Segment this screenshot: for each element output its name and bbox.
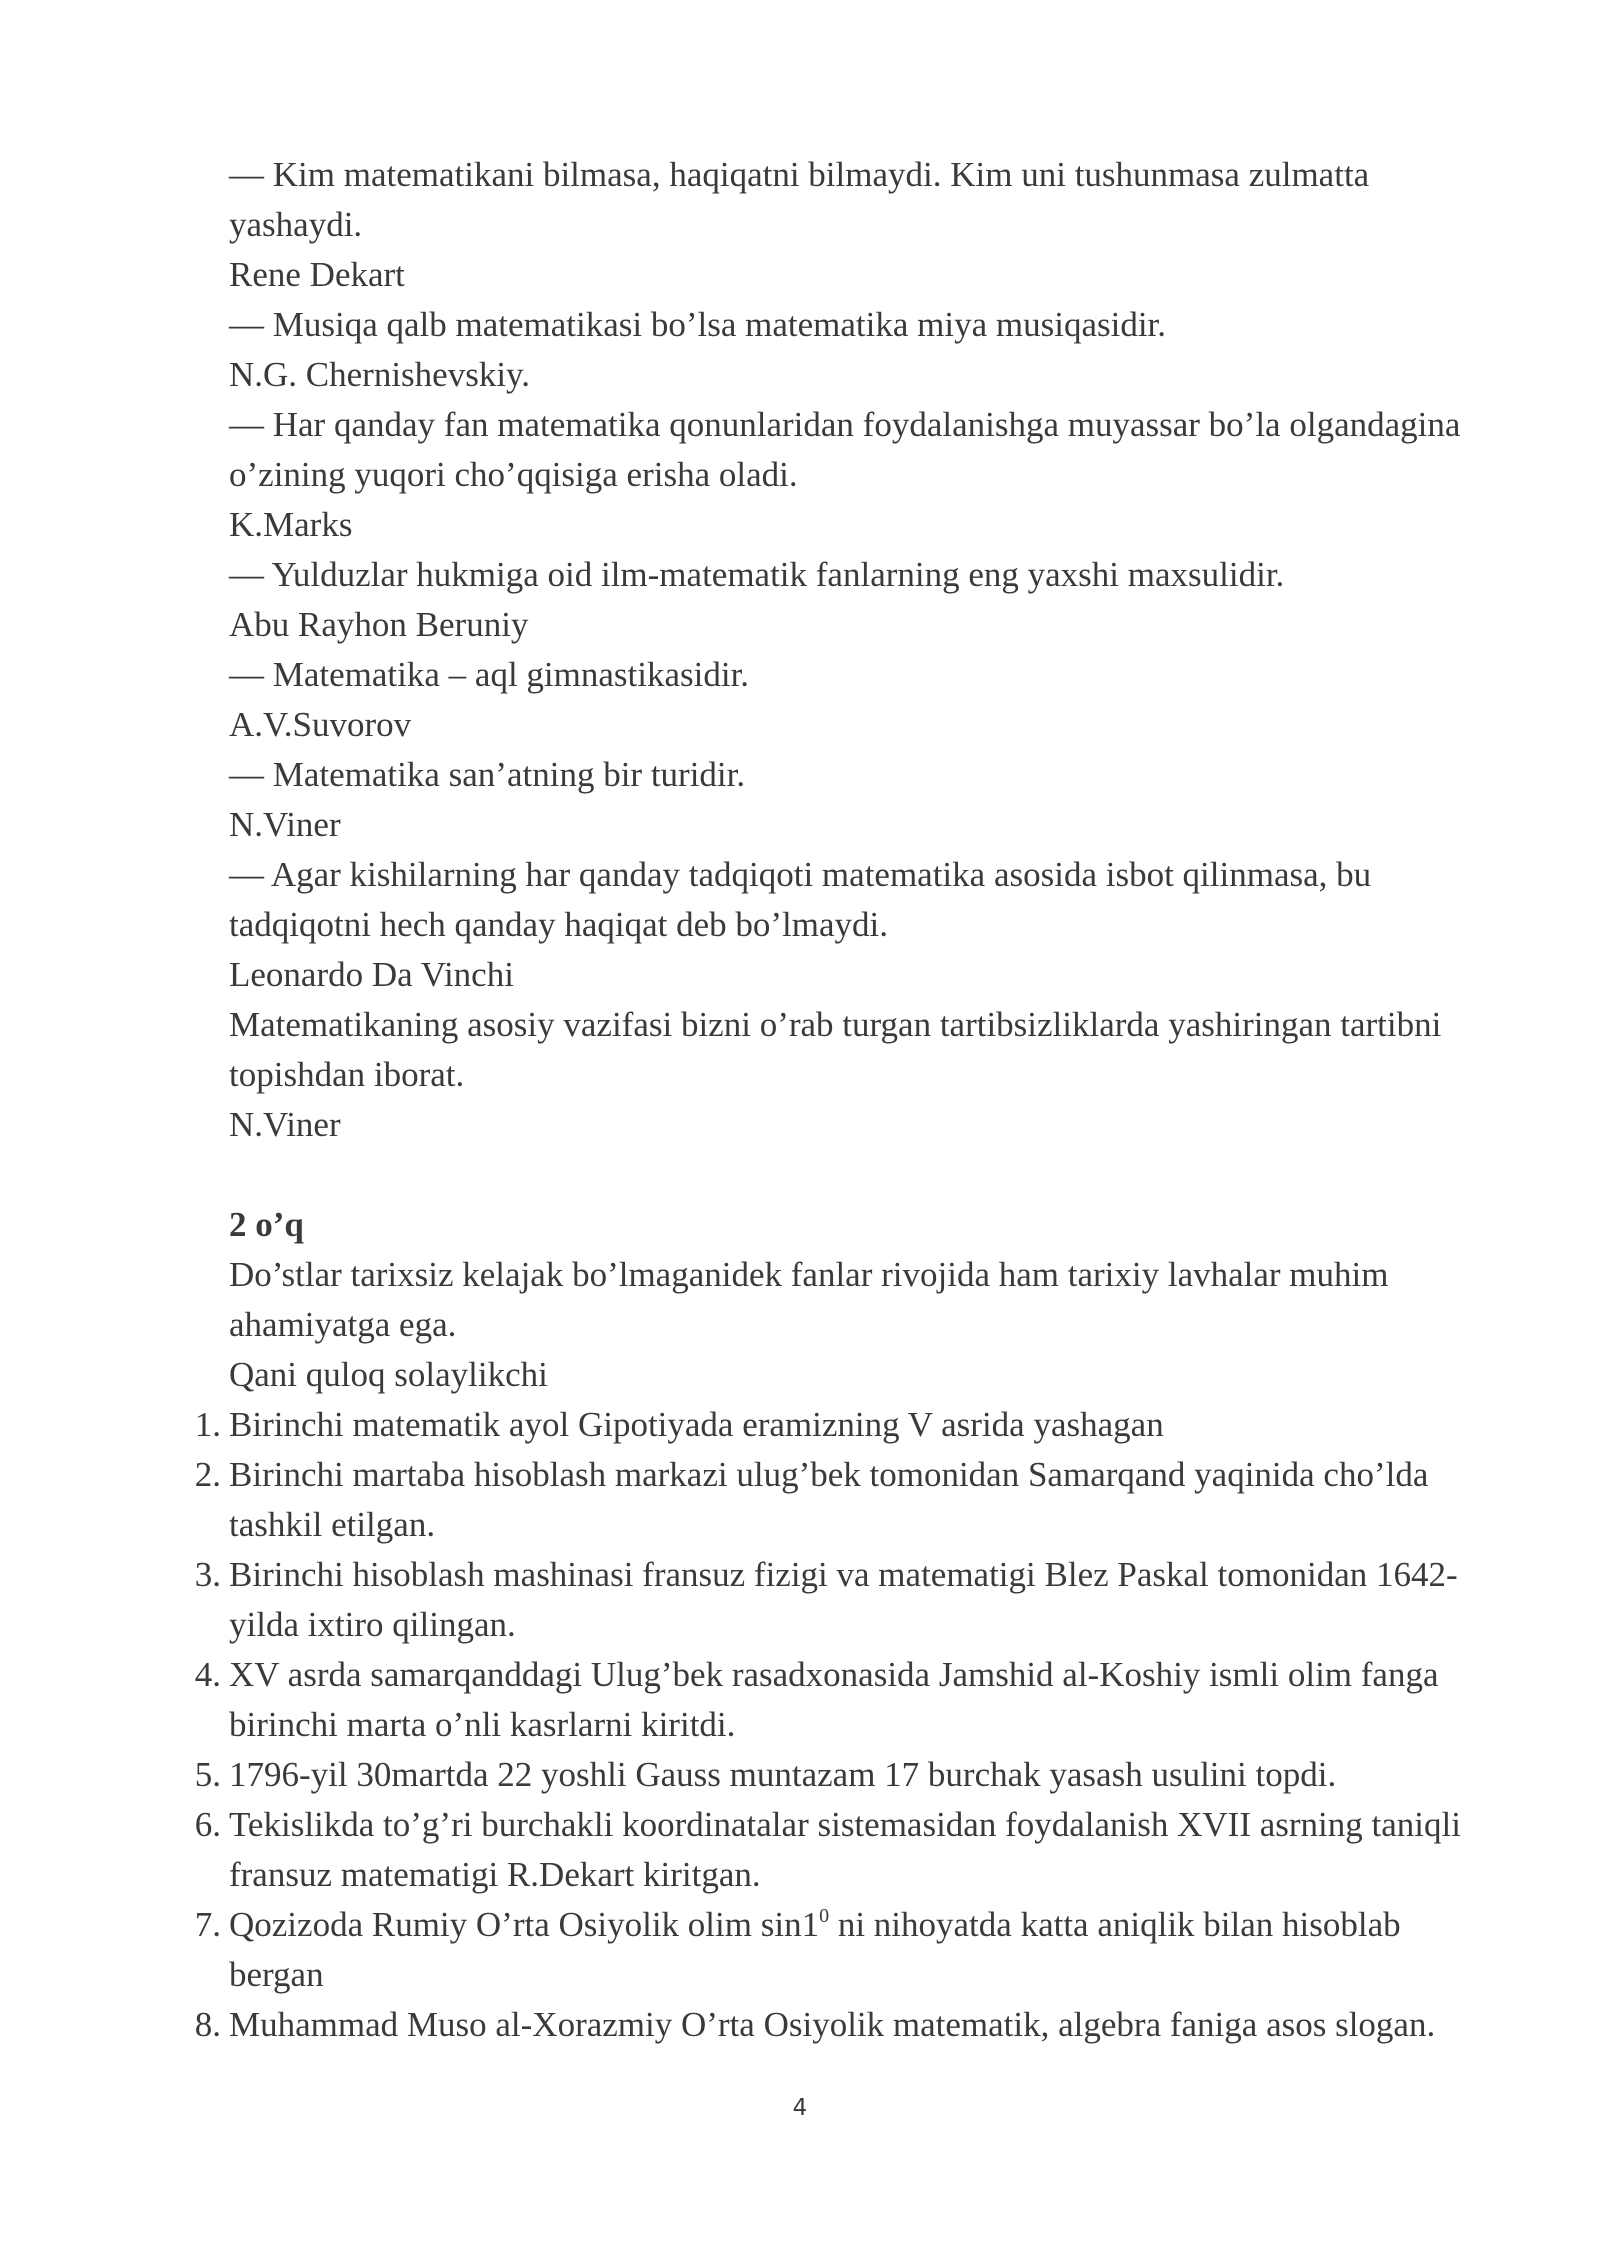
quote-text: — Matematika san’atning bir turidir.: [229, 755, 746, 794]
list-item: [194, 1800, 1489, 1900]
list-item: [194, 1900, 1489, 2000]
list-number: 2.: [194, 1455, 221, 1494]
facts-list: [194, 1400, 1489, 2050]
list-item-text: Birinchi matematik ayol Gipotiyada eramizning V asrida yashagan: [229, 1405, 1164, 1444]
list-number: 7.: [194, 1905, 221, 1944]
quote-author: N.Viner: [229, 805, 341, 844]
quote-text: — Kim matematikani bilmasa, haqiqatni bilmaydi. Kim uni tushunmasa zulmatta yashaydi.: [229, 155, 1370, 244]
list-item: [194, 1550, 1489, 1650]
quote-text: Matematikaning asosiy vazifasi bizni o’rab turgan tartibsizliklarda yashiringan tartibni topishdan iborat.: [229, 1005, 1442, 1094]
quote-block: [229, 1000, 1489, 1150]
quote-author: N.G. Chernishevskiy.: [229, 355, 531, 394]
quote-author: A.V.Suvorov: [229, 705, 412, 744]
list-item-text: Birinchi martaba hisoblash markazi ulug’bek tomonidan Samarqand yaqinida cho’lda tashkil etilgan.: [229, 1455, 1429, 1544]
page-content: [194, 150, 1489, 2050]
list-item: [194, 1650, 1489, 1750]
quote-block: [229, 550, 1489, 650]
section-heading: 2 o’q: [229, 1205, 304, 1244]
quote-block: [229, 850, 1489, 1000]
list-item: [194, 2000, 1489, 2050]
list-number: 5.: [194, 1755, 221, 1794]
list-item-text: 1796-yil 30martda 22 yoshli Gauss muntazam 17 burchak yasash usulini topdi.: [229, 1755, 1337, 1794]
quote-text: — Har qanday fan matematika qonunlaridan foydalanishga muyassar bo’la olgandagina o’zining yuqori cho’qqisiga erisha oladi.: [229, 405, 1461, 494]
list-item-text: XV asrda samarqanddagi Ulug’bek rasadxonasida Jamshid al-Koshiy ismli olim fanga birinchi marta o’nli kasrlarni kiritdi.: [229, 1655, 1439, 1744]
quote-author: Rene Dekart: [229, 255, 405, 294]
list-item-text-before: Qozizoda Rumiy O’rta Osiyolik olim sin1: [229, 1905, 820, 1944]
list-item-text: Tekislikda to’g’ri burchakli koordinatalar sistemasidan foydalanish XVII asrning taniqli fransuz matematigi R.Dekart kiritgan.: [229, 1805, 1461, 1894]
list-item: [194, 1400, 1489, 1450]
quote-text: — Agar kishilarning har qanday tadqiqoti matematika asosida isbot qilinmasa, bu tadqiqotni hech qanday haqiqat deb bo’lmaydi.: [229, 855, 1372, 944]
quote-text: — Yulduzlar hukmiga oid ilm-matematik fanlarning eng yaxshi maxsulidir.: [229, 555, 1285, 594]
list-number: 8.: [194, 2005, 221, 2044]
section-intro: Do’stlar tarixsiz kelajak bo’lmaganidek fanlar rivojida ham tarixiy lavhalar muhim ahamiyatga ega.: [229, 1255, 1389, 1344]
list-number: 3.: [194, 1555, 221, 1594]
quote-block: [229, 300, 1489, 400]
list-item-text: Muhammad Muso al-Xorazmiy O’rta Osiyolik matematik, algebra faniga asos slogan.: [229, 2005, 1436, 2044]
quote-author: Leonardo Da Vinchi: [229, 955, 514, 994]
list-item: [194, 1450, 1489, 1550]
list-number: 6.: [194, 1805, 221, 1844]
quote-author: K.Marks: [229, 505, 353, 544]
list-item-text: Birinchi hisoblash mashinasi fransuz fizigi va matematigi Blez Paskal tomonidan 1642-yilda ixtiro qilingan.: [229, 1555, 1458, 1644]
paragraph-spacer: [229, 1150, 1489, 1200]
page-number: 4: [792, 2095, 808, 2121]
section-prompt: Qani quloq solaylikchi: [229, 1355, 548, 1394]
list-item-text: [229, 1905, 1401, 1994]
quote-author: N.Viner: [229, 1105, 341, 1144]
quote-author: Abu Rayhon Beruniy: [229, 605, 529, 644]
superscript-degree: 0: [819, 1905, 830, 1927]
list-item: [194, 1750, 1489, 1800]
quote-block: [229, 650, 1489, 750]
quote-text: — Musiqa qalb matematikasi bo’lsa matematika miya musiqasidir.: [229, 305, 1167, 344]
list-number: 4.: [194, 1655, 221, 1694]
list-number: 1.: [194, 1405, 221, 1444]
quote-block: [229, 150, 1489, 300]
quote-block: [229, 750, 1489, 850]
quote-block: [229, 400, 1489, 550]
quote-text: — Matematika – aql gimnastikasidir.: [229, 655, 750, 694]
list-item-text-after: ni nihoyatda katta aniqlik bilan hisoblab bergan: [229, 1905, 1401, 1994]
